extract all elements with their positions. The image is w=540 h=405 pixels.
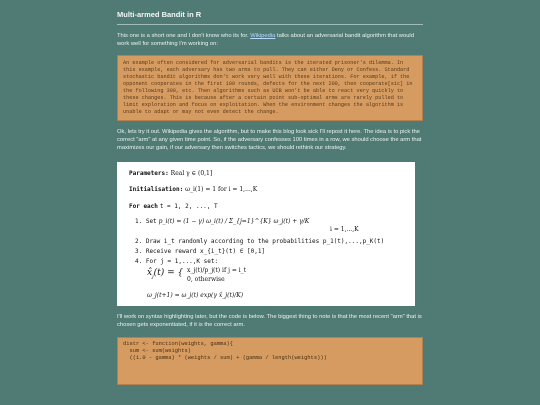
update-line: ω_j(t+1) = ω_j(t) exp(γ x̂_j(t)/K): [147, 292, 244, 299]
post-column: [117, 0, 423, 385]
intro-text-continued: talks about an adversarial bandit algorithm that would work well for something I'm working on:: [117, 33, 414, 47]
params-text: Real γ ∈ (0,1]: [170, 170, 213, 177]
step2-line: 2. Draw i_t randomly according to the probabilities p_1(t),...,p_K(t): [135, 238, 385, 245]
case-1: x_j(t)/p_j(t) if j = i_t: [187, 267, 247, 274]
init-label: Initialisation:: [129, 186, 184, 193]
intro-text: This one is a short one and I don't know who its for.: [117, 33, 251, 39]
algorithm-body: [125, 166, 423, 310]
step1-range: i = 1,...,K: [330, 226, 359, 233]
algorithm-figure: [117, 162, 415, 306]
third-paragraph: I'll work on syntax highlighting later, but the code is below. The biggest thing to note is that the most recent "arm" that is chosen gets exponentiated, if it is the correct arm.: [117, 314, 422, 328]
case-2: 0, otherwise: [187, 276, 225, 283]
for-label: For each: [129, 203, 158, 210]
quote-block: An example often considered for adversarial bandits is the iterated prisoner's dilemma. In this example, each adversary has two arms to pull. They can either Deny or Confess. Standard stochastic bandit algorithms don't work very well with these iterations. For example, if the opponent cooperates in the first 100 rounds, defects for the next 200, then cooperate[sic] in the following 300, etc. Then algorithms such as UCB won't be able to react very quickly to these changes. This is because after a certain point sub-optimal arms are rarely pulled to limit exploration and focus on exploitation. When the environment changes the algorithm is unable to adapt or may not even detect the change.: [117, 55, 423, 121]
params-line: [129, 170, 212, 177]
intro-paragraph: [117, 32, 423, 48]
init-line: [129, 186, 257, 193]
code-block: distr <- function(weights, gamma){ sum <- sum(weights) ((1.0 - gamma) * (weights / sum) + (gamma / length(weights))): [117, 337, 423, 385]
params-label: Parameters:: [129, 170, 169, 177]
cases-brace: $x̂_j(t)$ = {: [147, 268, 184, 280]
step1-line: [135, 218, 309, 225]
post-title: Multi-armed Bandit in R: [117, 10, 423, 25]
second-paragraph: Ok, lets try it out. Wikipedia gives the algorithm, but to make this blog look sick I'll repost it here. The idea is to pick the correct "arm" at any given time point. So, if the adversary confesses 100 times in a row, we should choose the arm that maximizes our gain, if our adversary then switches tactics, we should rethink our strategy.: [117, 129, 422, 151]
wikipedia-link[interactable]: Wikipedia: [250, 33, 276, 39]
step1-formula: p_i(t) = (1 − γ) ω_i(t) / Σ_{j=1}^{K} ω_j(t) + γ/K: [158, 218, 310, 225]
step4-line: 4. For j = 1,...,K set:: [135, 258, 219, 265]
init-text: ω_i(1) = 1 for i = 1,...,K: [185, 186, 258, 193]
step1-prefix: 1. Set: [135, 218, 157, 225]
step3-line: 3. Receive reward x_{i_t}(t) ∈ [0,1]: [135, 248, 266, 255]
for-text: t = 1, 2, ..., T: [159, 203, 218, 210]
for-line: [129, 203, 218, 210]
